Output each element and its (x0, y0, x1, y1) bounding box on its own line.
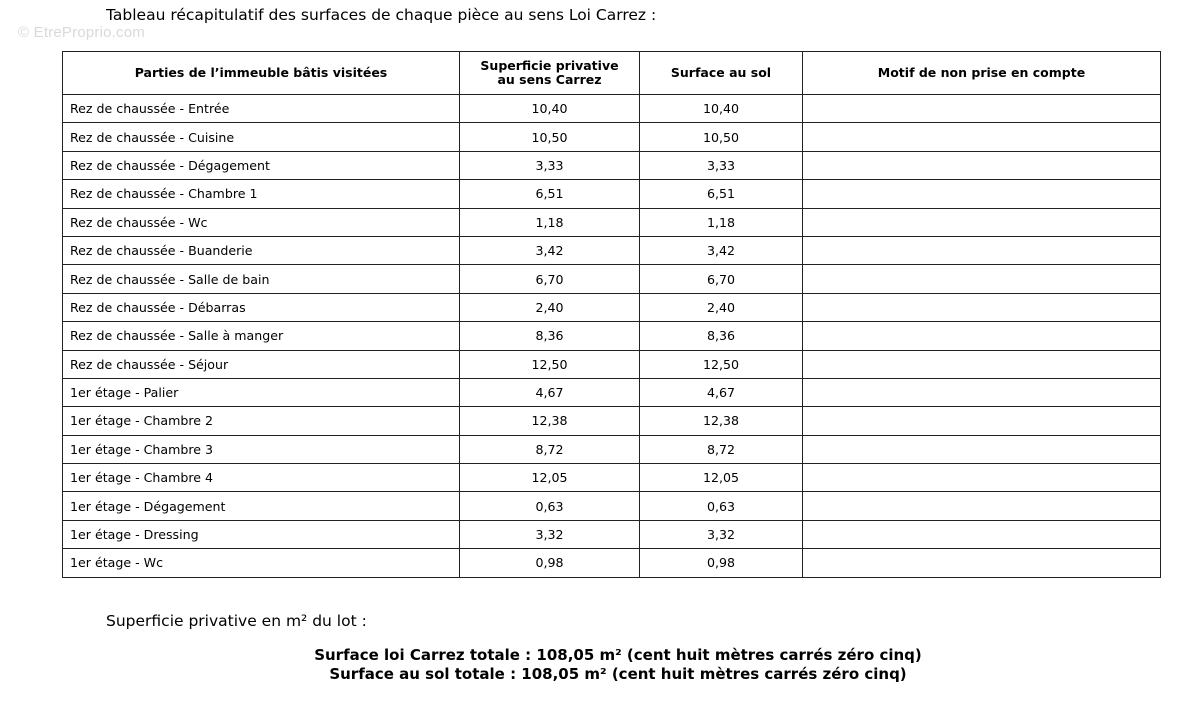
table-row (63, 151, 1161, 179)
room-cell: 1er étage - Wc (63, 549, 460, 577)
carrez-cell: 0,98 (460, 549, 640, 577)
table-row (63, 492, 1161, 520)
room-cell: Rez de chaussée - Buanderie (63, 236, 460, 264)
carrez-cell: 3,33 (460, 151, 640, 179)
lot-label: Superficie privative en m² du lot : (106, 612, 367, 630)
carrez-cell: 12,50 (460, 350, 640, 378)
table-header-row (63, 52, 1161, 95)
motif-cell (803, 549, 1161, 577)
room-cell: 1er étage - Dressing (63, 520, 460, 548)
room-cell: Rez de chaussée - Wc (63, 208, 460, 236)
motif-cell (803, 407, 1161, 435)
sol-cell: 3,32 (640, 520, 803, 548)
table-row (63, 407, 1161, 435)
totals-block (0, 646, 1200, 684)
sol-cell: 10,40 (640, 95, 803, 123)
total-carrez: Surface loi Carrez totale : 108,05 m² (cent huit mètres carrés zéro cinq) (314, 646, 922, 664)
sol-cell: 12,50 (640, 350, 803, 378)
motif-cell (803, 180, 1161, 208)
carrez-cell: 4,67 (460, 378, 640, 406)
sol-cell: 0,98 (640, 549, 803, 577)
watermark: © EtreProprio.com (18, 24, 145, 41)
carrez-cell: 12,38 (460, 407, 640, 435)
room-cell: 1er étage - Chambre 2 (63, 407, 460, 435)
room-cell: Rez de chaussée - Cuisine (63, 123, 460, 151)
table-row (63, 265, 1161, 293)
sol-cell: 4,67 (640, 378, 803, 406)
surfaces-table (62, 51, 1161, 578)
total-sol: Surface au sol totale : 108,05 m² (cent huit mètres carrés zéro cinq) (329, 665, 907, 683)
table-row (63, 123, 1161, 151)
carrez-cell: 3,32 (460, 520, 640, 548)
motif-cell (803, 265, 1161, 293)
motif-cell (803, 322, 1161, 350)
sol-cell: 2,40 (640, 293, 803, 321)
carrez-cell: 6,70 (460, 265, 640, 293)
sol-cell: 0,63 (640, 492, 803, 520)
motif-cell (803, 520, 1161, 548)
header-sol: Surface au sol (640, 52, 803, 95)
table-row (63, 435, 1161, 463)
header-motif: Motif de non prise en compte (803, 52, 1161, 95)
table-row (63, 208, 1161, 236)
motif-cell (803, 236, 1161, 264)
carrez-cell: 8,36 (460, 322, 640, 350)
document-title: Tableau récapitulatif des surfaces de chaque pièce au sens Loi Carrez : (106, 6, 657, 24)
room-cell: Rez de chaussée - Entrée (63, 95, 460, 123)
carrez-cell: 3,42 (460, 236, 640, 264)
carrez-cell: 8,72 (460, 435, 640, 463)
room-cell: 1er étage - Palier (63, 378, 460, 406)
table-row (63, 293, 1161, 321)
motif-cell (803, 293, 1161, 321)
room-cell: Rez de chaussée - Dégagement (63, 151, 460, 179)
room-cell: 1er étage - Chambre 3 (63, 435, 460, 463)
motif-cell (803, 123, 1161, 151)
table-row (63, 180, 1161, 208)
table-row (63, 378, 1161, 406)
sol-cell: 1,18 (640, 208, 803, 236)
table-row (63, 95, 1161, 123)
sol-cell: 8,72 (640, 435, 803, 463)
room-cell: Rez de chaussée - Salle à manger (63, 322, 460, 350)
motif-cell (803, 435, 1161, 463)
carrez-cell: 1,18 (460, 208, 640, 236)
table-row (63, 236, 1161, 264)
room-cell: Rez de chaussée - Chambre 1 (63, 180, 460, 208)
sol-cell: 3,42 (640, 236, 803, 264)
motif-cell (803, 151, 1161, 179)
motif-cell (803, 95, 1161, 123)
sol-cell: 10,50 (640, 123, 803, 151)
room-cell: Rez de chaussée - Salle de bain (63, 265, 460, 293)
table-body (63, 95, 1161, 578)
sol-cell: 6,70 (640, 265, 803, 293)
room-cell: 1er étage - Dégagement (63, 492, 460, 520)
motif-cell (803, 350, 1161, 378)
sol-cell: 12,38 (640, 407, 803, 435)
carrez-cell: 10,40 (460, 95, 640, 123)
carrez-cell: 12,05 (460, 464, 640, 492)
motif-cell (803, 378, 1161, 406)
sol-cell: 6,51 (640, 180, 803, 208)
carrez-cell: 10,50 (460, 123, 640, 151)
table-row (63, 322, 1161, 350)
motif-cell (803, 464, 1161, 492)
motif-cell (803, 492, 1161, 520)
motif-cell (803, 208, 1161, 236)
table-row (63, 520, 1161, 548)
room-cell: Rez de chaussée - Débarras (63, 293, 460, 321)
header-parts: Parties de l’immeuble bâtis visitées (63, 52, 460, 95)
sol-cell: 12,05 (640, 464, 803, 492)
room-cell: Rez de chaussée - Séjour (63, 350, 460, 378)
table-row (63, 350, 1161, 378)
header-carrez: Superficie privative au sens Carrez (460, 52, 640, 95)
sol-cell: 8,36 (640, 322, 803, 350)
carrez-cell: 2,40 (460, 293, 640, 321)
room-cell: 1er étage - Chambre 4 (63, 464, 460, 492)
carrez-cell: 0,63 (460, 492, 640, 520)
table-row (63, 464, 1161, 492)
sol-cell: 3,33 (640, 151, 803, 179)
carrez-cell: 6,51 (460, 180, 640, 208)
table-row (63, 549, 1161, 577)
